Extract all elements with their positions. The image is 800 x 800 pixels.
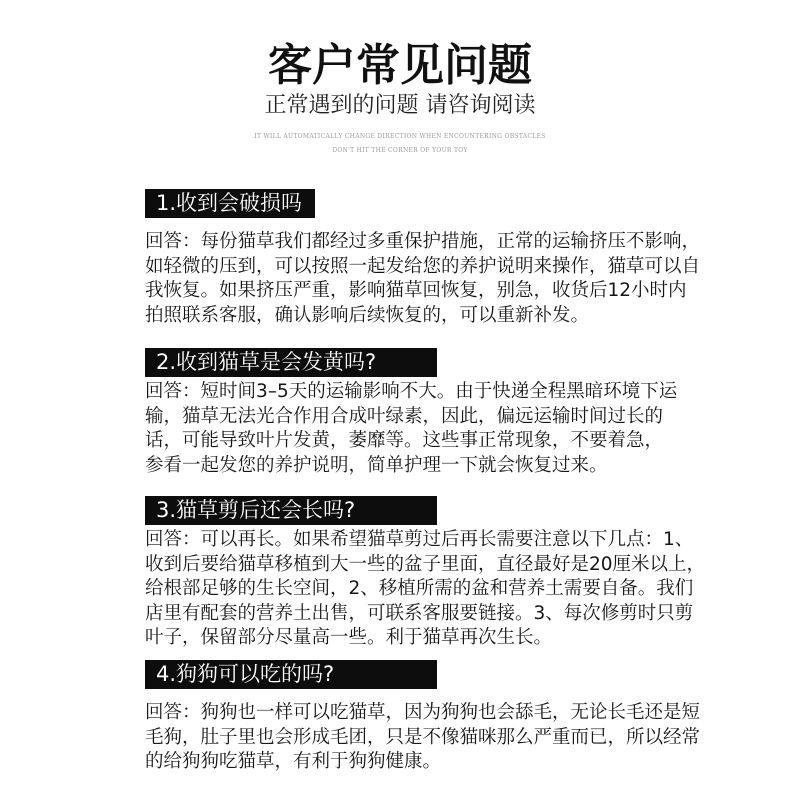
answer-text [145,701,701,775]
answer-line: 话，可能导致叶片发黄，萎靡等。这些事正常现象，不要着急， [145,430,664,451]
faq-item-3 [145,496,706,651]
answer-line: 输，猫草无法光合作用合成叶绿素，因此，偏远运输时间过长的 [145,405,664,427]
answer-line: 回答：短时间3–5天的运输影响不大。由于快递全程黑暗环境下运 [145,381,678,402]
page-subtitle: 正常遇到的问题 请咨询阅读 [264,93,536,118]
answer-text [145,230,701,328]
answer-line: 参看一起发您的养护说明，简单护理一下就会恢复过来。 [145,454,608,476]
answer-line: 给根部足够的生长空间，2、移植所需的盆和营养土需要自备。我们 [145,578,694,599]
question-label: 1.收到会破损吗 [145,189,315,218]
answer-line: 回答：狗狗也一样可以吃猫草，因为狗狗也会舔毛，无论长毛还是短 [145,702,701,723]
answer-line: 叶子，保留部分尽量高一些。利于猫草再次生长。 [145,627,553,648]
answer-line: 毛狗，肚子里也会形成毛团，只是不像猫咪那么严重而已，所以经常 [145,726,701,748]
answer-line: 我恢复。如果挤压严重，影响猫草回恢复，别急，收货后12小时内 [145,280,687,301]
answer-line: 如轻微的压到，可以按照一起发给您的养护说明来操作，猫草可以自 [145,255,701,277]
english-tagline-2: DON'T HIT THE CORNER OF YOUR TOY [332,147,468,154]
answer-text [145,528,706,651]
question-label: 3.猫草剪后还会长吗? [145,496,437,525]
answer-line: 回答：可以再长。如果希望猫草剪过后再长需要注意以下几点：1、 [145,529,694,550]
faq-item-1 [145,189,701,328]
english-tagline-1: IT WILL AUTOMATICALLY CHANGE DIRECTION WHEN ENCOUNTERING OBSTACLES [254,133,546,140]
answer-line: 回答：每份猫草我们都经过多重保护措施，正常的运输挤压不影响， [145,231,701,252]
page-title: 客户常见问题 [268,40,532,91]
answer-line: 的给狗狗吃猫草，有利于狗狗健康。 [145,751,442,772]
question-label: 2.收到猫草是会发黄吗? [145,348,437,377]
faq-item-4 [145,660,701,775]
faq-item-2 [145,348,678,478]
answer-line: 店里有配套的营养土出售，可联系客服要链接。3、每次修剪时只剪 [145,602,694,624]
answer-line: 拍照联系客服，确认影响后续恢复的，可以重新补发。 [145,304,590,326]
answer-line: 收到后要给猫草移植到大一些的盆子里面，直径最好是20厘米以上， [145,553,706,575]
answer-text [145,380,678,478]
question-label: 4.狗狗可以吃的吗? [145,660,437,689]
